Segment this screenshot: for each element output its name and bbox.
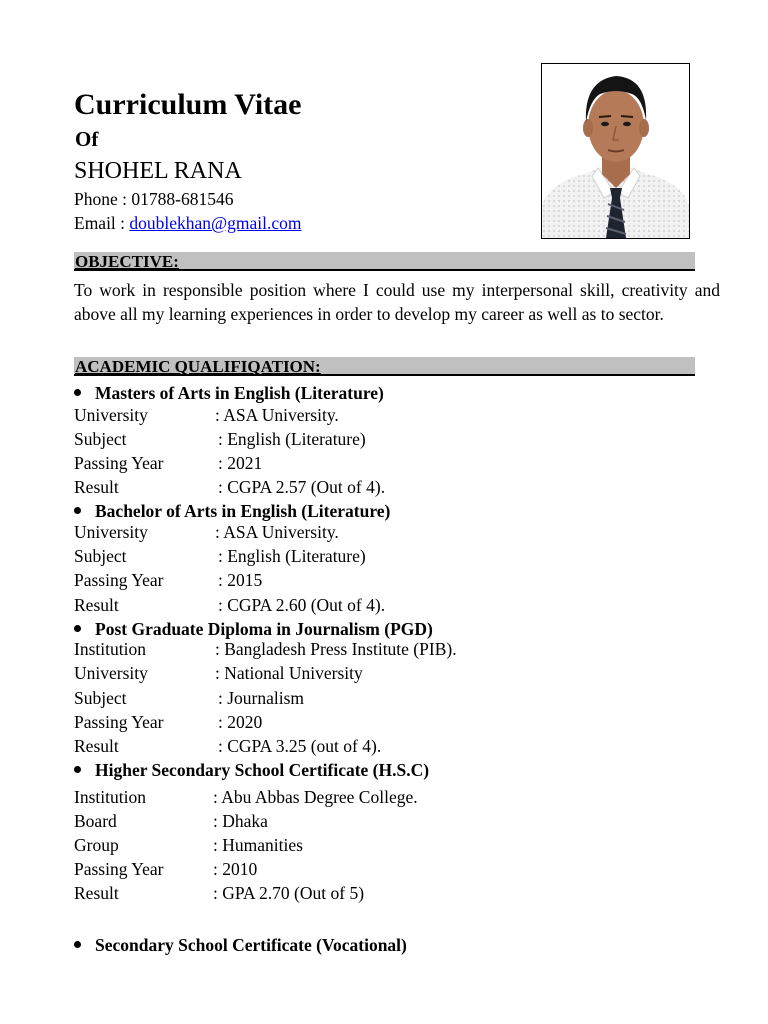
title-of: Of: [75, 127, 99, 151]
email-link[interactable]: doublekhan@gmail.com: [129, 213, 302, 233]
profile-photo-image: [542, 64, 689, 238]
phone-line: [74, 188, 233, 210]
degree-title: Secondary School Certificate (Vocational): [74, 934, 407, 956]
profile-photo: [541, 63, 690, 239]
degree-title: Masters of Arts in English (Literature): [74, 382, 384, 404]
bullet-icon: [74, 389, 81, 396]
phone-label: Phone :: [74, 189, 132, 209]
bullet-icon: [74, 941, 81, 948]
email-line: [74, 212, 302, 234]
objective-text: To work in responsible position where I could use my interpersonal skill, creativity and above all my learning experiences in order to develop my career as well as to sector.: [74, 280, 720, 324]
email-label: Email :: [74, 213, 130, 233]
academic-heading: ACADEMIC QUALIFIQATION:: [74, 357, 695, 376]
document-title: Curriculum Vitae: [74, 88, 302, 121]
degree-title: Post Graduate Diploma in Journalism (PGD): [74, 618, 433, 640]
bullet-icon: [74, 625, 81, 632]
bullet-icon: [74, 507, 81, 514]
bullet-icon: [74, 766, 81, 773]
phone-number: 01788-681546: [131, 189, 234, 209]
objective-heading: OBJECTIVE:: [74, 252, 695, 271]
candidate-name: SHOHEL RANA: [74, 158, 242, 184]
degree-title: Higher Secondary School Certificate (H.S.C): [74, 759, 429, 781]
degree-title: Bachelor of Arts in English (Literature): [74, 500, 390, 522]
cv-page: Curriculum Vitae Of SHOHEL RANA Phone : 01788-681546 Email : doublekhan@gmail.com OBJECTIVE: To work in responsible position where I could use my interpersonal skill, creativity and above all my learning experiences in order to develop my career as well as to sector. ACADEMIC QUALIFIQATION: Masters of Arts in English (Literature) University : ASA University. Subject : English (Literature) Passing Year : 2021 Result : CGPA 2.57 (Out of 4). Bachelor of Arts in English (Literature) University : ASA University. Subject : English (Literature) Passing Year : 2015 Result : CGPA 2.60 (Out of 4). Post Graduate Diploma in Journalism (PGD) Institution : Bangladesh Press Institute (PIB). University : National University Subject : Journalism Passing Year : 2020 Result : CGPA 3.25 (out of 4). Higher Secondary School Certificate (H.S.C) Institution : Abu Abbas Degree College. Board : Dhaka Group : Humanities Passing Year : 2010 Result : GPA 2.70 (Out of 5) Secondary School Certificate (Vocational): [0, 0, 768, 1024]
